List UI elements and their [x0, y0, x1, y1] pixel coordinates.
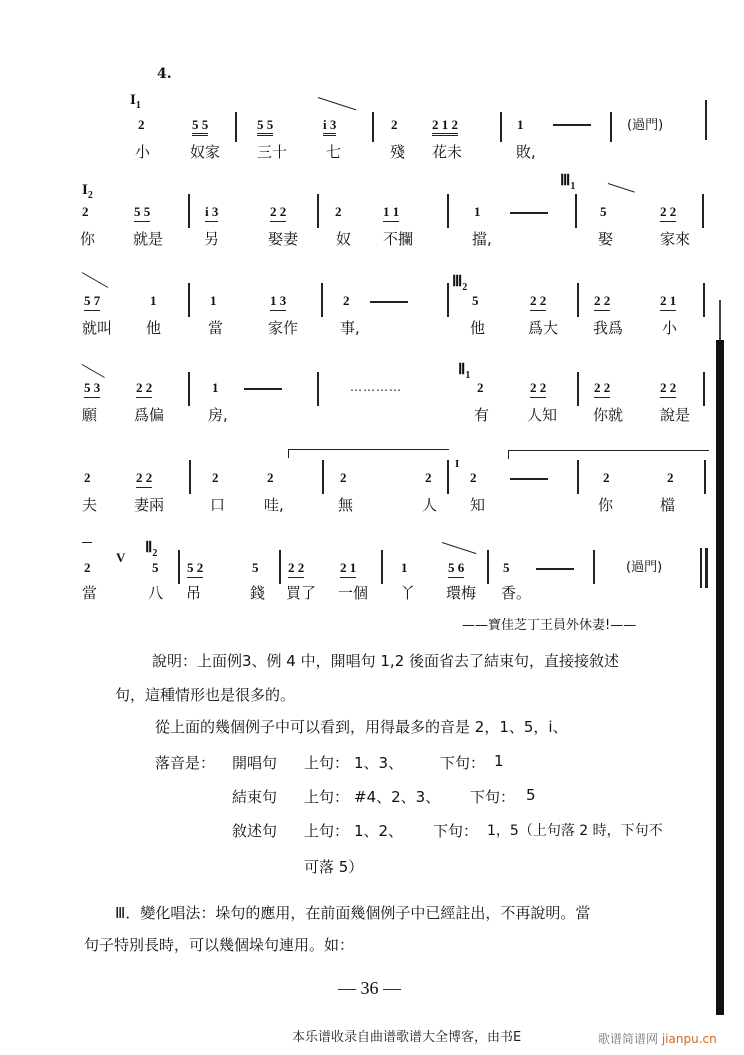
note: 2: [335, 204, 342, 219]
note-group: 5 6: [448, 560, 464, 578]
cadence-type: 開唱句: [232, 754, 278, 772]
lyric: 人知: [527, 406, 558, 424]
note-group: 2 2: [530, 293, 546, 311]
lyric: 擋,: [472, 230, 492, 248]
note-group: 5 7: [84, 293, 100, 311]
lyric: 三十: [257, 143, 288, 161]
lyric: 就叫: [82, 319, 113, 337]
note: 1: [212, 380, 219, 395]
ellipsis-dots: …………: [350, 380, 402, 394]
note-group: 2 2: [594, 293, 610, 311]
note: 2: [82, 204, 89, 219]
lyric: 娶: [598, 230, 614, 248]
lyric: 奴家: [190, 143, 221, 161]
section-marker: $I_1$: [130, 92, 141, 111]
note: 2: [391, 117, 398, 132]
barline: [381, 550, 383, 584]
note-group: 5 5: [192, 117, 208, 136]
lyric: 八: [148, 584, 164, 602]
barline: [702, 194, 704, 228]
note: 1: [210, 293, 217, 308]
note-group: 2 2: [288, 560, 304, 578]
barline: [235, 112, 237, 142]
cadence-type: 敘述句: [232, 822, 278, 840]
barline: [703, 283, 705, 317]
explanation-line-2: 句，這種情形也是很多的。: [115, 686, 296, 704]
section-marker: $I_2$: [82, 182, 93, 201]
note: 2: [603, 470, 610, 485]
sustain-dash: [553, 124, 591, 126]
barline: [487, 550, 489, 584]
lyric: 家作: [268, 319, 299, 337]
note-group: 2 2: [136, 380, 152, 398]
note-group: 2 1: [340, 560, 356, 578]
page-number: — 36 —: [338, 978, 401, 998]
note: 5: [503, 560, 510, 575]
sustain-dash: [370, 301, 408, 303]
watermark-brand: jianpu.cn: [661, 1032, 717, 1046]
lyric: 環梅: [446, 584, 477, 602]
note: 2: [84, 560, 91, 575]
barline: [188, 283, 190, 317]
barline: [321, 283, 323, 317]
section-marker: $Ⅱ_2$: [145, 540, 158, 559]
example-number: 4.: [157, 66, 172, 82]
note-group: 5 5: [257, 117, 273, 136]
explanation-line-3: 從上面的幾個例子中可以看到，用得最多的音是 2，1、5，i、: [155, 718, 568, 736]
note: 2: [425, 470, 432, 485]
section-3-line-1: Ⅲ．變化唱法：垛句的應用，在前面幾個例子中已經註出，不再說明。當: [115, 904, 591, 922]
barline: [189, 460, 191, 494]
note-group: 2 2: [660, 380, 676, 398]
lyric: 小: [135, 143, 151, 161]
lyric: 小: [662, 319, 678, 337]
lyric: 香。: [501, 584, 532, 602]
barline: [188, 194, 190, 228]
lyric: 家來: [660, 230, 691, 248]
sustain-dash: [244, 388, 282, 390]
note: 2: [138, 117, 145, 132]
barline: [317, 194, 319, 228]
cadence-upper: #4、2、3、: [354, 788, 441, 806]
lyric: 奴: [336, 230, 352, 248]
barline: [322, 460, 324, 494]
slur-mark: [608, 183, 635, 193]
sustain-dash: [510, 478, 548, 480]
lyric: 無: [338, 496, 354, 514]
note: 2: [343, 293, 350, 308]
lyric: 一個: [338, 584, 369, 602]
section-marker: $Ⅲ_2$: [452, 274, 468, 293]
section-3-line-2: 句子特別長時，可以幾個垛句連用。如：: [84, 936, 355, 954]
note-group: 2 1 2: [432, 117, 458, 136]
note-group: 2 2: [136, 470, 152, 488]
note: 2: [267, 470, 274, 485]
lyric: 夫: [82, 496, 98, 514]
note: 5: [600, 204, 607, 219]
section-marker: $Ⅱ_1$: [458, 362, 471, 381]
slur-mark: [442, 542, 477, 554]
barline: [447, 194, 449, 228]
barline: [577, 372, 579, 406]
barline: [188, 372, 190, 406]
lyric: 七: [326, 143, 342, 161]
cadence-lower: 5: [526, 786, 536, 804]
lyric: 錢: [250, 584, 266, 602]
repeat-bracket: [508, 450, 709, 459]
note-group: 2 2: [530, 380, 546, 398]
note: 5: [252, 560, 259, 575]
sustain-dash: [536, 568, 574, 570]
barline: [372, 112, 374, 142]
barline: [704, 460, 706, 494]
lyric: 知: [470, 496, 486, 514]
barline: [577, 283, 579, 317]
lyric: 另: [204, 230, 220, 248]
lyric: 人: [422, 496, 438, 514]
cadence-upper-label: 上句：: [304, 754, 350, 772]
final-barline-thick: [705, 548, 708, 588]
note-group: 5 3: [84, 380, 100, 398]
barline: [500, 112, 502, 142]
note: 2: [667, 470, 674, 485]
slur-mark: [82, 364, 105, 378]
note: 5: [152, 560, 159, 575]
interlude-label: (過門): [627, 118, 664, 133]
repeat-barline: [705, 100, 707, 140]
note-group: 1 1: [383, 204, 399, 222]
lyric: 你: [80, 230, 96, 248]
lyric: 丫: [400, 584, 416, 602]
note: 1: [150, 293, 157, 308]
lyric: 當: [208, 319, 224, 337]
lyric: 我爲: [593, 319, 624, 337]
barline: [575, 194, 577, 228]
note: 2: [212, 470, 219, 485]
cadence-upper-label: 上句：: [304, 822, 350, 840]
barline: [279, 550, 281, 584]
section-marker: $Ⅲ_1$: [560, 173, 576, 192]
interlude-label: (過門): [626, 560, 663, 575]
note-group: 2 2: [660, 204, 676, 222]
lyric: 當: [82, 584, 98, 602]
note-group: i 3: [323, 117, 336, 136]
lyric: 花未: [432, 143, 463, 161]
note: 2: [470, 470, 477, 485]
cadence-upper: 1、2、: [354, 822, 404, 840]
note-group: 2 1: [660, 293, 676, 311]
lyric: 你就: [593, 406, 624, 424]
lyric: 願: [82, 406, 98, 424]
lyric: 他: [146, 319, 162, 337]
watermark-cn: 歌谱简谱网: [598, 1032, 659, 1046]
cadence-upper: 1、3、: [354, 754, 404, 772]
note-group: 2 2: [594, 380, 610, 398]
lyric: 不攔: [383, 230, 414, 248]
slur-mark: [82, 272, 108, 288]
cadence-lower-label: 下句：: [470, 788, 516, 806]
barline: [447, 460, 449, 494]
note-group: i 3: [205, 204, 218, 222]
lyric: 吊: [186, 584, 202, 602]
barline: [447, 283, 449, 317]
lyric: 說是: [660, 406, 691, 424]
barline: [610, 112, 612, 142]
cadence-upper-label: 上句：: [304, 788, 350, 806]
note: 1: [517, 117, 524, 132]
breath-mark: V: [116, 550, 126, 565]
slur-mark: [318, 97, 356, 110]
note: 2: [84, 470, 91, 485]
lyric: 口: [210, 496, 226, 514]
note: 1: [401, 560, 408, 575]
note: 1: [474, 204, 481, 219]
barline: [703, 372, 705, 406]
sustain-dash: [510, 212, 548, 214]
lyric: 房,: [208, 406, 228, 424]
lyric: 爲偏: [134, 406, 165, 424]
lyric: 娶妻: [268, 230, 299, 248]
barline: [178, 550, 180, 584]
cadence-lower-label: 下句：: [440, 754, 486, 772]
barline: [317, 372, 319, 406]
song-attribution: ——寶佳芝丁王員外休妻!——: [462, 618, 637, 633]
note-group: 5 5: [134, 204, 150, 222]
note: 2: [340, 470, 347, 485]
lyric: 你: [598, 496, 614, 514]
lyric: 敗,: [516, 143, 536, 161]
note-group: 2 2: [270, 204, 286, 222]
lyric: 他: [470, 319, 486, 337]
barline: [593, 550, 595, 584]
repeat-bracket: [288, 449, 449, 458]
lyric: 妻兩: [134, 496, 165, 514]
note-group: 1 3: [270, 293, 286, 311]
note: 2: [477, 380, 484, 395]
site-watermark[interactable]: [598, 1030, 717, 1047]
lyric: 殘: [390, 143, 406, 161]
lyric: 買了: [286, 584, 317, 602]
cadence-continuation: 可落 5）: [304, 858, 364, 876]
footer-note: 本乐谱收录自曲谱歌谱大全博客，由书E: [292, 1030, 522, 1045]
cadence-lower: 1: [494, 752, 504, 770]
lyric: 哇,: [264, 496, 284, 514]
repeat-bracket-end: [82, 542, 92, 551]
final-barline: [700, 548, 702, 588]
cadence-lower: 1，5（上句落 2 時，下句不: [487, 823, 663, 839]
note-group: 5 2: [187, 560, 203, 578]
cadence-label: 落音是：: [155, 754, 216, 772]
lyric: 就是: [133, 230, 164, 248]
barline: [577, 460, 579, 494]
lyric: 有: [474, 406, 490, 424]
lyric: 事,: [340, 319, 360, 337]
note: 5: [472, 293, 479, 308]
cadence-lower-label: 下句：: [433, 822, 479, 840]
lyric: 檔: [660, 496, 676, 514]
explanation-line-1: 說明：上面例3、例 4 中，開唱句 1,2 後面省去了結束句，直接接敘述: [152, 652, 620, 670]
scan-edge-shadow: [716, 340, 724, 1015]
cadence-type: 結束句: [232, 788, 278, 806]
lyric: 爲大: [528, 319, 559, 337]
section-marker: I: [455, 458, 460, 470]
